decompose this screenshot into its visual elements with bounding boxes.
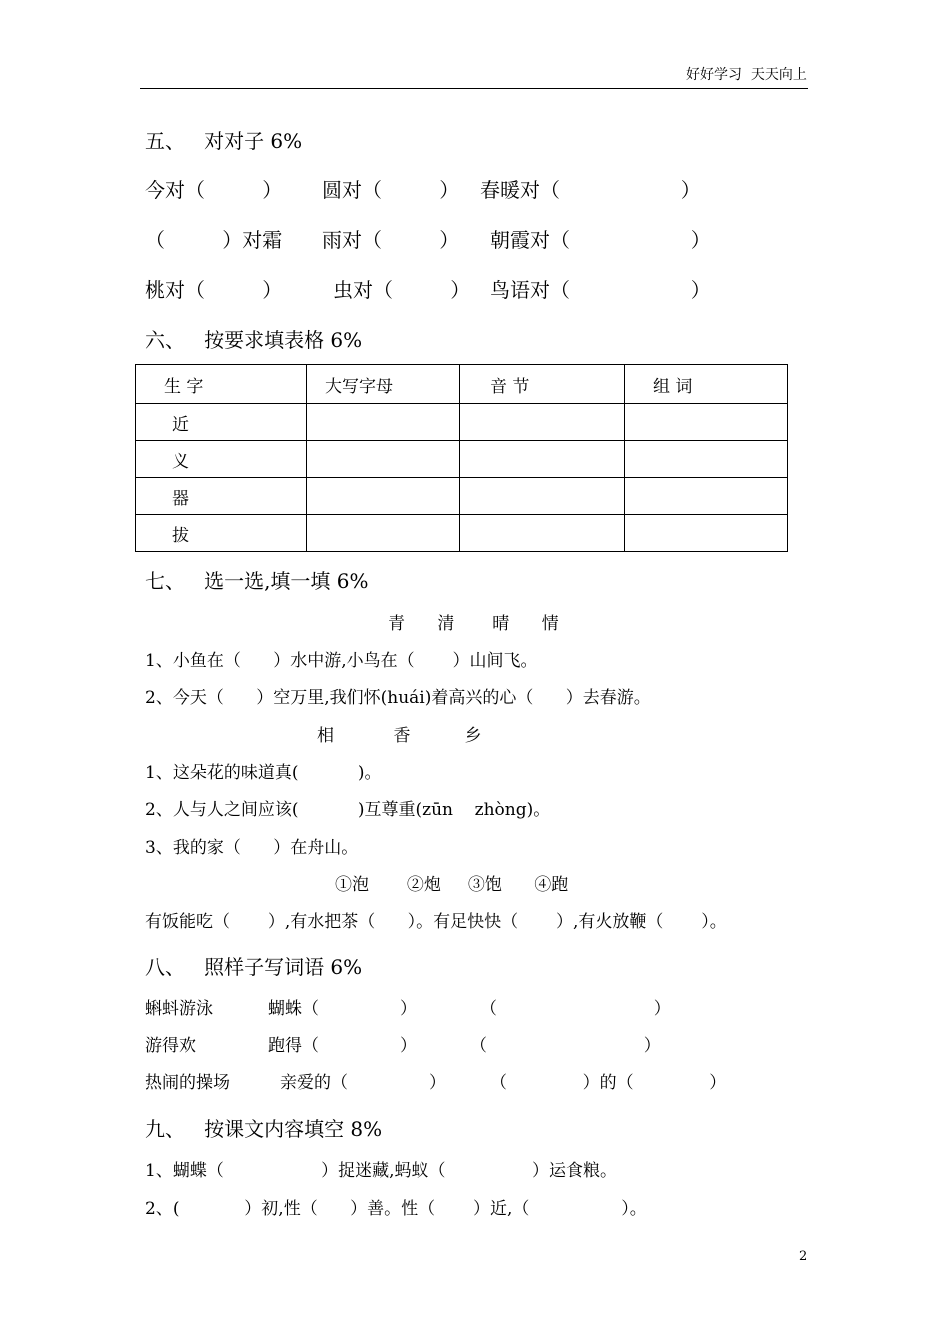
exercise-line: 2、今天（ ）空万里,我们怀(huái)着高兴的心（ ）去春游。: [145, 688, 651, 708]
section-7-title: 七、 选一选,填一填 6%: [145, 569, 369, 593]
table-cell-blank[interactable]: [307, 478, 460, 515]
fill-word: 跑得（ ）: [268, 1036, 418, 1056]
couplet-item: 桃对（ ）: [145, 278, 283, 302]
couplet-item: 朝霞对（ ）: [490, 228, 711, 252]
couplet-item: 虫对（ ）: [333, 278, 471, 302]
table-row: [136, 404, 788, 441]
exercise-line: 2、人与人之间应该( )互尊重(zūn zhòng)。: [145, 800, 551, 820]
section-9-title: 九、 按课文内容填空 8%: [145, 1117, 383, 1141]
couplet-item: （ ）对霜: [145, 228, 283, 252]
table-header-cell: 音 节: [460, 365, 625, 404]
table-header-cell: 生 字: [136, 365, 307, 404]
table-cell-blank[interactable]: [307, 515, 460, 552]
table-header-row: [136, 365, 788, 404]
table-cell-blank[interactable]: [625, 441, 788, 478]
table-row: [136, 478, 788, 515]
fill-word: 蝴蛛（ ）: [268, 999, 418, 1019]
table-cell-char: 拔: [136, 515, 307, 552]
table-cell-blank[interactable]: [625, 515, 788, 552]
word-choices: 青 清 晴 情: [388, 614, 559, 634]
table-cell-blank[interactable]: [460, 404, 625, 441]
exercise-line: 有饭能吃（ ）,有水把茶（ ）。有足快快（ ）,有火放鞭（ ）。: [145, 912, 727, 932]
couplet-item: 春暖对（ ）: [480, 178, 701, 202]
exercise-line: 1、小鱼在（ ）水中游,小鸟在（ ）山间飞。: [145, 651, 538, 671]
exercise-line: 3、我的家（ ）在舟山。: [145, 838, 359, 858]
table-row: [136, 441, 788, 478]
table-cell-blank[interactable]: [307, 404, 460, 441]
table-cell-char: 近: [136, 404, 307, 441]
example-word: 游得欢: [145, 1036, 196, 1056]
table-cell-blank[interactable]: [460, 515, 625, 552]
character-table: [135, 364, 788, 552]
header-motto: 好好学习 天天向上: [686, 67, 807, 83]
table-cell-blank[interactable]: [460, 441, 625, 478]
fill-word: （ ）的（ ）: [490, 1073, 727, 1093]
couplet-item: 圆对（ ）: [322, 178, 460, 202]
fill-word: （ ）: [470, 1036, 661, 1056]
fill-word: （ ）: [480, 999, 671, 1019]
fill-word: 亲爱的（ ）: [280, 1073, 447, 1093]
example-word: 蝌蚪游泳: [145, 999, 213, 1019]
table-cell-blank[interactable]: [460, 478, 625, 515]
couplet-item: 今对（ ）: [145, 178, 283, 202]
couplet-item: 鸟语对（ ）: [490, 278, 711, 302]
word-choices: ①泡 ②炮 ③饱 ④跑: [335, 875, 569, 895]
table-row: [136, 515, 788, 552]
table-cell-blank[interactable]: [625, 404, 788, 441]
exercise-line: 1、蝴蝶（ ）捉迷藏,蚂蚁（ ）运食粮。: [145, 1161, 617, 1181]
section-6-title: 六、 按要求填表格 6%: [145, 328, 363, 352]
table-cell-char: 义: [136, 441, 307, 478]
couplet-item: 雨对（ ）: [322, 228, 460, 252]
table-header-cell: 大写字母: [307, 365, 460, 404]
table-cell-blank[interactable]: [625, 478, 788, 515]
table-cell-blank[interactable]: [307, 441, 460, 478]
section-8-title: 八、 照样子写词语 6%: [145, 955, 363, 979]
page-number: 2: [799, 1249, 808, 1264]
table-cell-char: 器: [136, 478, 307, 515]
section-5-title: 五、 对对子 6%: [145, 129, 303, 153]
header-divider: [140, 88, 808, 89]
word-choices: 相 香 乡: [317, 726, 482, 746]
example-word: 热闹的操场: [145, 1073, 230, 1093]
exercise-line: 2、( ）初,性（ ）善。性（ ）近,（ ）。: [145, 1199, 647, 1219]
table-header-cell: 组 词: [625, 365, 788, 404]
exercise-line: 1、这朵花的味道真( )。: [145, 763, 382, 783]
